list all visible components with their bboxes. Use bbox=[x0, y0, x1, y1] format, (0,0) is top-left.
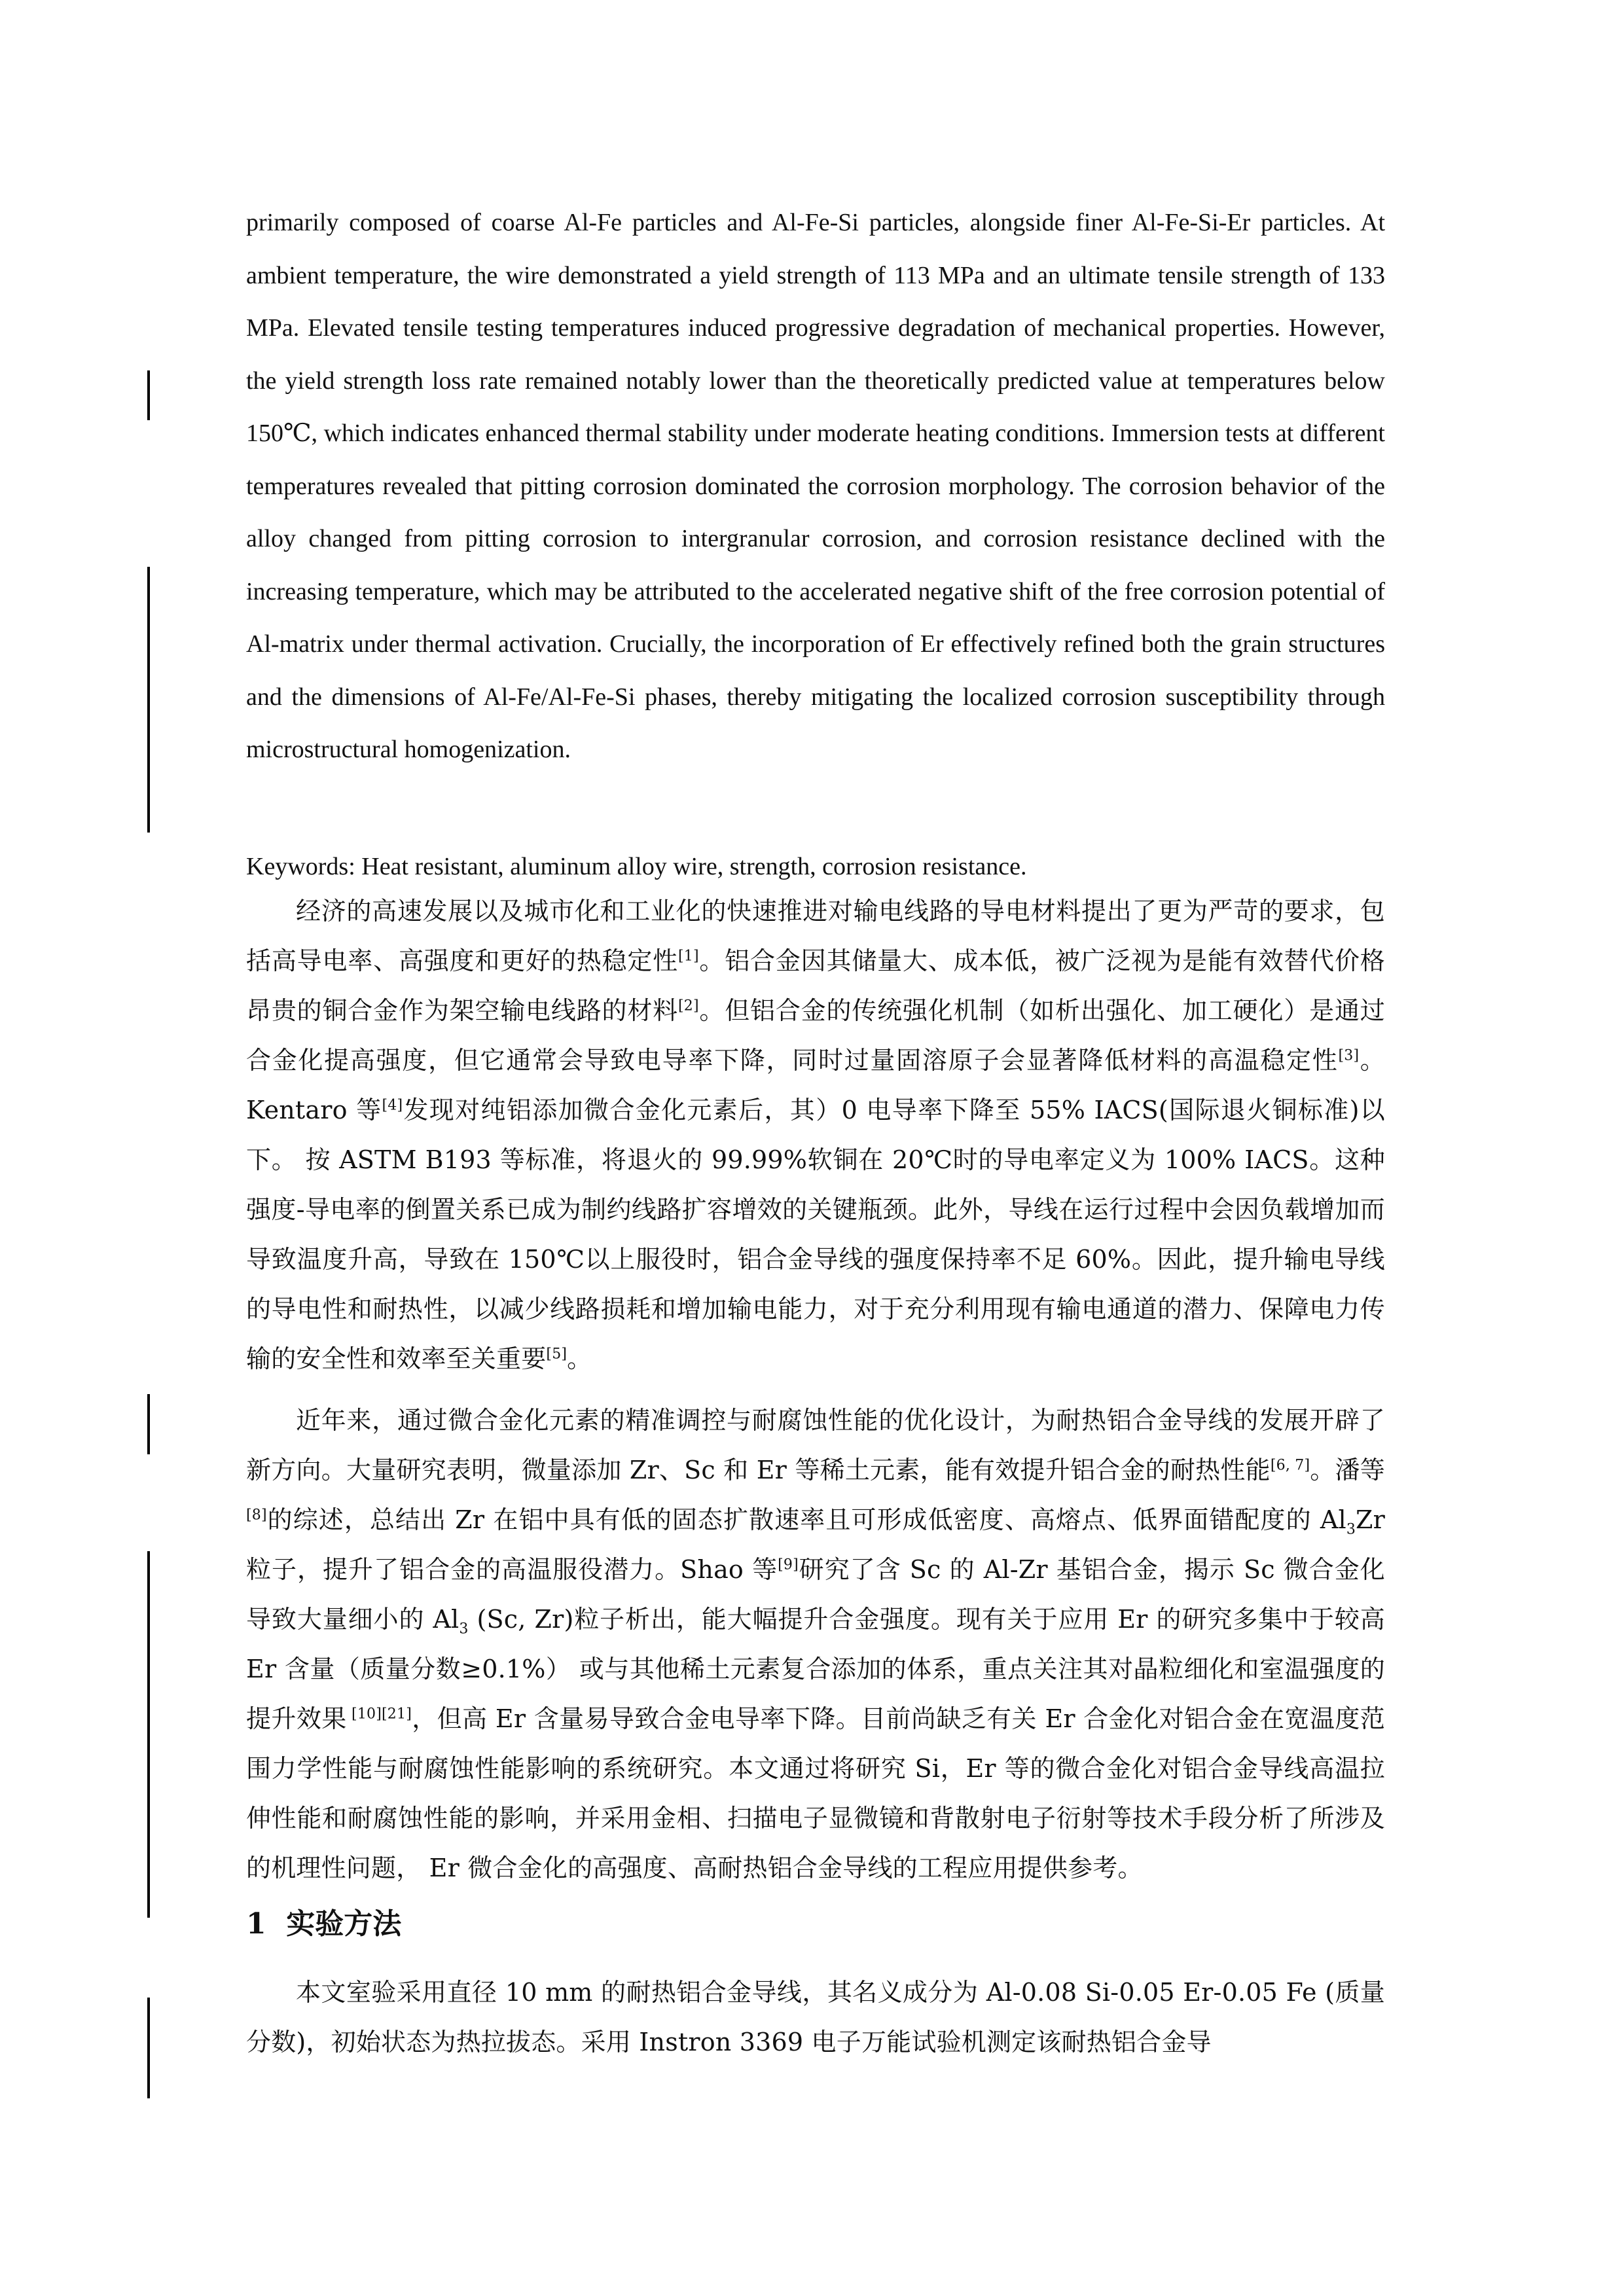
intro-paragraph-2 bbox=[246, 1395, 1385, 1893]
citation: [9] bbox=[778, 1556, 799, 1573]
revision-bar bbox=[147, 370, 150, 420]
revision-bar bbox=[147, 1551, 150, 1918]
abstract-text: primarily composed of coarse Al-Fe particles and Al-Fe-Si particles, alongside finer Al-Fe-Si-Er particles. At ambient temperature, the wire demonstrated a yield strength of 113 MPa and an ultimate tensile strength of 133 MPa. Elevated tensile testing temperatures induced progressive degradation of mechanical properties. However, the yield strength loss rate remained notably lower than the theoretically predicted value at temperatures below 150℃, which indicates enhanced thermal stability under moderate heating conditions. Immersion tests at different temperatures revealed that pitting corrosion dominated the corrosion morphology. The corrosion behavior of the alloy changed from pitting corrosion to intergranular corrosion, and corrosion resistance declined with the increasing temperature, which may be attributed to the accelerated negative shift of the free corrosion potential of Al-matrix under thermal activation. Crucially, the incorporation of Er effectively refined both the grain structures and the dimensions of Al-Fe/Al-Fe-Si phases, thereby mitigating the localized corrosion susceptibility through microstructural homogenization. bbox=[246, 209, 1385, 763]
citation: [5] bbox=[546, 1346, 568, 1363]
subscript: 3 bbox=[459, 1621, 469, 1638]
methods-paragraph: 本文室验采用直径 10 mm 的耐热铝合金导线，其名义成分为 Al-0.08 Si-0.05 Er-0.05 Fe (质量分数)，初始状态为热拉拔态。采用 Instron 3369 电子万能试验机测定该耐热铝合金导 bbox=[246, 1978, 1385, 2056]
text-run: 。 bbox=[567, 1344, 592, 1373]
section-title: 实验方法 bbox=[286, 1907, 402, 1941]
text-run: 近年来，通过微合金化元素的精准调控与耐腐蚀性能的优化设计，为耐热铝合金导线的发展开辟了新方向。大量研究表明，微量添加 Zr、Sc 和 Er 等稀土元素，能有效提升铝合金的耐热性能 bbox=[246, 1406, 1385, 1484]
text-run: 的综述，总结出 Zr 在铝中具有低的固态扩散速率且可形成低密度、高熔点、低界面错配度的 Al bbox=[266, 1505, 1346, 1534]
keywords: Keywords: Heat resistant, aluminum alloy wire, strength, corrosion resistance. bbox=[246, 853, 1027, 880]
text-run: Zr 粒子，提升了铝合金的高温服役潜力。Shao 等 bbox=[246, 1505, 1385, 1584]
text-run: 经济的高速发展以及城市化和工业化的快速推进对输电线路的导电材料提出了更为严苛的要求，包括高导电率、高强度和更好的热稳定性 bbox=[246, 897, 1385, 975]
intro-paragraph-1 bbox=[246, 886, 1385, 1384]
text-run: 研究了含 Sc 的 Al-Zr 基铝合金，揭示 Sc 微合金化导致大量细小的 Al bbox=[246, 1555, 1385, 1634]
section-heading bbox=[246, 1898, 401, 1950]
text-run: 发现对纯铝添加微合金化元素后，其）0 电导率下降至 55% IACS(国际退火铜标准)以下。 按 ASTM B193 等标准，将退火的 99.99%软铜在 20℃时的导电率定义为 100% IACS。这种强度-导电率的倒置关系已成为制约线路扩容增效的关键瓶颈。此外，导线在运行过程中会因负载增加而导致温度升高，导致在 150℃以上服役时，铝合金导线的强度保持率不足 60%。因此，提升输电导线的导电性和耐热性，以减少线路损耗和增加输电能力，对于充分利用现有输电通道的潜力、保障电力传输的安全性和效率至关重要 bbox=[246, 1096, 1386, 1373]
text-run: ，但高 Er 含量易导致合金电导率下降。目前尚缺乏有关 Er 合金化对铝合金在宽温度范围力学性能与耐腐蚀性能影响的系统研究。本文通过将研究 Si，Er 等的微合金化对铝合金导线高温拉伸性能和耐腐蚀性能的影响，并采用金相、扫描电子显微镜和背散射电子衍射等技术手段分析了所涉及的机理性问题， Er 微合金化的高强度、高耐热铝合金导线的工程应用提供参考。 bbox=[246, 1704, 1385, 1882]
citation: [10][21] bbox=[346, 1706, 412, 1723]
citation: [3] bbox=[1338, 1047, 1360, 1064]
text-run: (Sc, Zr)粒子析出，能大幅提升合金强度。现有关于应用 Er 的研究多集中于较高 Er 含量（质量分数≥0.1%） 或与其他稀土元素复合添加的体系，重点关注其对晶粒细化和室温强度的提升效果 bbox=[246, 1605, 1385, 1733]
citation: [2] bbox=[678, 997, 699, 1014]
text-run: 。潘等 bbox=[1310, 1456, 1385, 1484]
citation: [6, 7] bbox=[1270, 1457, 1310, 1474]
citation: [1] bbox=[678, 948, 699, 965]
subscript: 3 bbox=[1346, 1521, 1356, 1538]
revision-bar bbox=[147, 567, 150, 833]
revision-bar bbox=[147, 1998, 150, 2098]
text-run: 。铝合金因其储量大、成本低，被广泛视为是能有效替代价格昂贵的铜合金作为架空输电线路的材料 bbox=[246, 946, 1385, 1025]
text-run: 。但铝合金的传统强化机制（如析出强化、加工硬化）是通过合金化提高强度，但它通常会导致电导率下降，同时过量固溶原子会显著降低材料的高温稳定性 bbox=[246, 996, 1385, 1075]
section-number: 1 bbox=[246, 1907, 266, 1941]
revision-bar bbox=[147, 1394, 150, 1454]
citation: [4] bbox=[382, 1097, 403, 1114]
text-run: 。Kentaro 等 bbox=[246, 1046, 1386, 1124]
citation: [8] bbox=[246, 1507, 267, 1524]
abstract bbox=[246, 196, 1385, 776]
